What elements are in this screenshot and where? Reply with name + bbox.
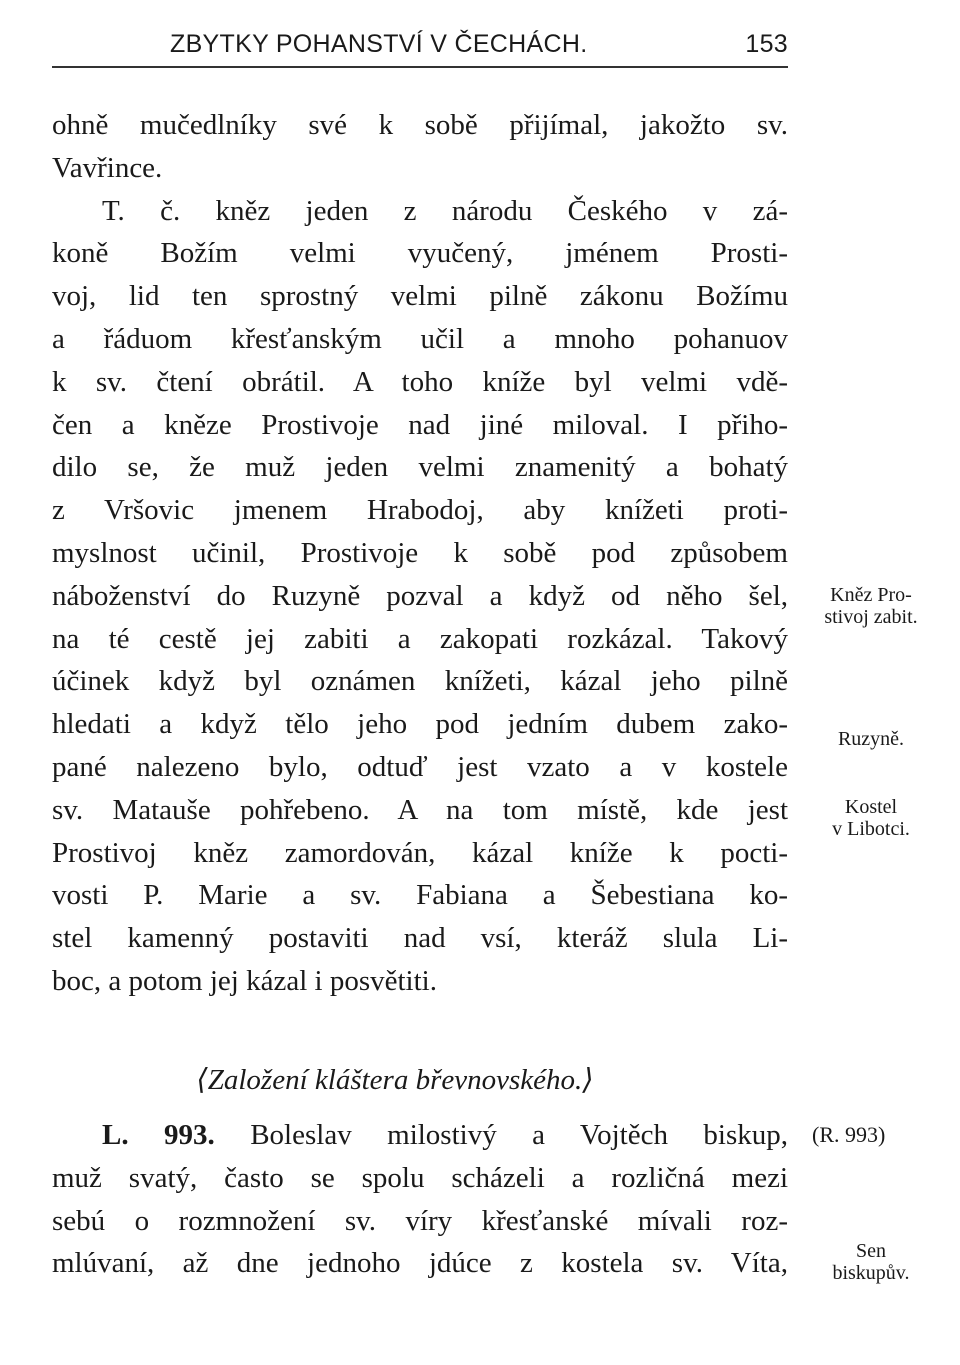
text-line: k sv. čtení obrátil. A toho kníže byl velmi vdě-: [52, 365, 788, 398]
margin-note-line: Kostel: [844, 796, 898, 818]
text-line: hledati a když tělo jeho pod jedním dubem zako-: [52, 708, 788, 741]
text-line: sebú o rozmnožení sv. víry křesťanské mívali roz-: [52, 1204, 788, 1237]
text-line: muž svatý, často se spolu scházeli a rozličná mezi: [52, 1161, 788, 1194]
text-line: ohně mučedlníky své k sobě přijímal, jakožto sv.: [52, 109, 788, 141]
text-line: vosti P. Marie a sv. Fabiana a Šebestiana ko-: [52, 879, 788, 912]
text-line: čen a kněze Prostivoje nad jiné miloval. I přiho-: [52, 408, 788, 441]
text-line: na té cestě jej zabiti a zakopati rozkázal. Takový: [52, 622, 788, 655]
text-fragment: Boleslav milostivý a Vojtěch biskup,: [214, 1119, 789, 1151]
text-line: dilo se, že muž jeden velmi znamenitý a bohatý: [52, 451, 788, 484]
text-line: stel kamenný postaviti nad vsí, kteráž slula Li-: [52, 922, 788, 955]
text-line: voj, lid ten sprostný velmi pilně zákonu Božímu: [52, 280, 788, 313]
text-line: myslnost učinil, Prostivoje k sobě pod způsobem: [52, 536, 788, 569]
text-line: náboženství do Ruzyně pozval a když od něho šel,: [52, 579, 788, 612]
margin-note-line: biskupův.: [832, 1262, 910, 1284]
margin-note-year: (R. 993): [812, 1122, 886, 1147]
page-header: [52, 26, 788, 66]
running-title: ZBYTKY POHANSTVÍ V ČECHÁCH.: [170, 30, 588, 58]
text-line: koně Božím velmi vyučený, jménem Prosti-: [52, 237, 788, 270]
text-line: boc, a potom jej kázal i posvětiti.: [52, 964, 437, 997]
text-line: pané nalezeno bylo, odtuď jest vzato a v kostele: [52, 750, 788, 783]
header-rule: [52, 66, 788, 68]
paragraph-boleslav: [52, 1114, 788, 1285]
text-line: Prostivoj kněz zamordován, kázal kníže k pocti-: [52, 836, 788, 869]
margin-note-ruzyne: [796, 728, 946, 750]
text-line: mlúvaní, až dne jednoho jdúce z kostela sv. Víta,: [52, 1247, 788, 1280]
text-line: z Vršovic jmenem Hrabodoj, aby knížeti proti-: [52, 494, 788, 527]
margin-note-kostel: [796, 796, 946, 840]
text-line: T. č. kněz jeden z národu Českého v zá-: [102, 194, 788, 227]
text-line: sv. Matauše pohřebeno. A na tom místě, kde jest: [52, 793, 788, 826]
margin-note-line: Ruzyně.: [837, 728, 905, 750]
margin-note-line: v Libotci.: [832, 818, 910, 840]
section-title: ⟨Založení kláštera břevnovského.⟩: [196, 1064, 594, 1096]
margin-note-line: Sen: [856, 1240, 886, 1262]
margin-note-line: stivoj zabit.: [824, 606, 918, 628]
page-number: 153: [745, 30, 788, 58]
paragraph-prostivoj: [52, 104, 788, 1003]
text-line: a řáduom křesťanským učil a mnoho pohanuov: [52, 322, 788, 355]
text-line: [52, 1114, 788, 1157]
margin-note-line: Kněz Pro-: [830, 584, 912, 606]
margin-note-knez-zabit: [796, 584, 946, 628]
text-line: Vavřince.: [52, 151, 163, 184]
margin-note-sen: [796, 1240, 946, 1284]
text-line: účinek když byl oznámen knížeti, kázal jeho pilně: [52, 665, 788, 698]
year-label: L. 993.: [102, 1119, 215, 1151]
